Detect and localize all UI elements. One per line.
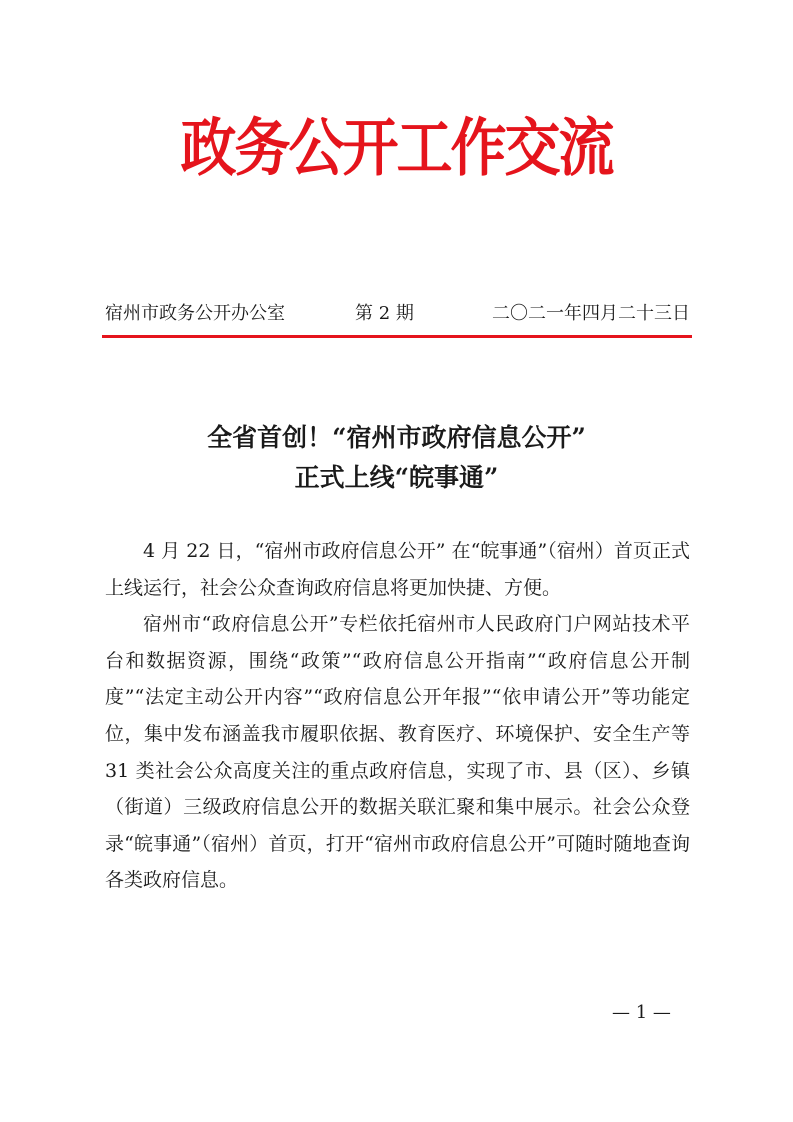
issue-number: 第 2 期 [355, 303, 414, 324]
masthead-title: 政务公开工作交流 [180, 112, 613, 186]
article-title-line-2: 正式上线“皖事通” [294, 463, 499, 492]
article-paragraph-1: 4 月 22 日，“宿州市政府信息公开” 在“皖事通”（宿州）首页正式上线运行，社会公众查询政府信息将更加快捷、方便。 [105, 540, 690, 599]
article-title-line-1: 全省首创！“宿州市政府信息公开” [207, 423, 586, 452]
article-title [0, 418, 793, 498]
article-paragraph-2: 宿州市“政府信息公开”专栏依托宿州市人民政府门户网站技术平台和数据资源，围绕“政策”“政府信息公开指南”“政府信息公开制度”“法定主动公开内容”“政府信息公开年报”“依申请公开”等功能定位，集中发布涵盖我市履职依据、教育医疗、环境保护、安全生产等 31 类社会公众高度关注的重点政府信息，实现了市、县（区）、乡镇（街道）三级政府信息公开的数据关联汇聚和集中展示。社会公众登录“皖事通”（宿州）首页，打开“宿州市政府信息公开”可随时随地查询各类政府信息。 [105, 613, 690, 892]
issue-office: 宿州市政务公开办公室 [105, 303, 285, 324]
article-body [105, 533, 690, 899]
page-number: — 1 — [612, 1002, 671, 1023]
red-divider [102, 335, 692, 338]
issue-date: 二〇二一年四月二十三日 [492, 303, 690, 324]
